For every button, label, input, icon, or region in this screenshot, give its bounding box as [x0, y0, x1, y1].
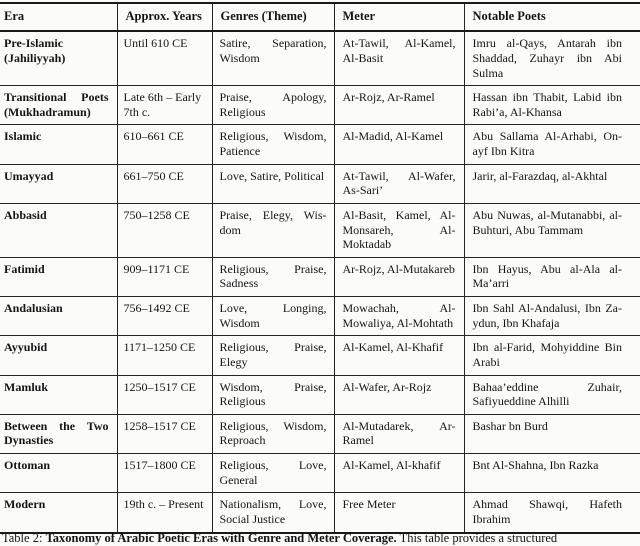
cell-era: Andalusian — [0, 297, 117, 336]
cell-years: 909–1171 CE — [117, 257, 212, 296]
cell-meter: Free Meter — [334, 493, 464, 533]
cell-era: Islamic — [0, 125, 117, 164]
table-row — [0, 31, 640, 85]
cell-years: 1250–1517 CE — [117, 375, 212, 414]
column-header-poets: Notable Poets — [464, 3, 640, 31]
table-row — [0, 297, 640, 336]
table-row — [0, 454, 640, 493]
cell-poets: Bnt Al-Shahna, Ibn Razka — [464, 454, 640, 493]
cell-era: Mamluk — [0, 375, 117, 414]
cell-era: Ayyubid — [0, 336, 117, 375]
table-row — [0, 125, 640, 164]
table-caption — [2, 531, 640, 546]
cell-era: Ottoman — [0, 454, 117, 493]
cell-meter: At-Tawil, Al-Kamel, Al-Basit — [334, 31, 464, 85]
cell-years: 19th c. – Present — [117, 493, 212, 533]
cell-meter: Al-Basit, Kamel, Al-Monsareh, Al-Moktadab — [334, 203, 464, 257]
cell-years: Until 610 CE — [117, 31, 212, 85]
cell-meter: Al-Wafer, Ar-Rojz — [334, 375, 464, 414]
cell-era: Umayyad — [0, 164, 117, 203]
cell-meter: Mowachah, Al-Mowaliya, Al-Mohtath — [334, 297, 464, 336]
cell-era: Pre-Islamic (Jahiliyyah) — [4, 36, 66, 65]
poetic-eras-table — [0, 2, 640, 534]
cell-years: 610–661 CE — [117, 125, 212, 164]
cell-poets: Jarir, al-Farazdaq, al-Akhtal — [464, 164, 640, 203]
cell-poets: Bashar bn Burd — [464, 414, 640, 453]
cell-era: Modern — [0, 493, 117, 533]
cell-years: 661–750 CE — [117, 164, 212, 203]
caption-text: This table provides a structured — [396, 531, 558, 545]
cell-poets: Ahmad Shawqi, Hafeth Ibrahim — [464, 493, 640, 533]
cell-meter: Al-Kamel, Al-khafif — [334, 454, 464, 493]
cell-era: Abbasid — [0, 203, 117, 257]
cell-years: 756–1492 CE — [117, 297, 212, 336]
cell-meter: Ar-Rojz, Ar-Ramel — [334, 86, 464, 125]
cell-genres: Religious, Praise, Elegy — [212, 336, 334, 375]
table-row — [0, 257, 640, 296]
cell-era: Between the Two Dynasties — [0, 414, 117, 453]
cell-genres: Religious, Praise, Sadness — [212, 257, 334, 296]
cell-meter: At-Tawil, Al-Wafer, As-Sari’ — [334, 164, 464, 203]
table-row — [0, 414, 640, 453]
cell-meter: Al-Kamel, Al-Khafif — [334, 336, 464, 375]
cell-meter: Ar-Rojz, Al-Mutakareb — [334, 257, 464, 296]
cell-meter: Al-Madid, Al-Kamel — [334, 125, 464, 164]
table-header-row — [0, 3, 640, 31]
cell-era: Transitional Poets (Mukhadramun) — [0, 86, 117, 125]
table-row — [0, 375, 640, 414]
cell-poets: Bahaa’eddine Zuhair, Safiyueddine Alhilli — [464, 375, 640, 414]
cell-poets: Hassan ibn Thabit, Labid ibn Rabi’a, Al-Khansa — [464, 86, 640, 125]
cell-poets: Ibn al-Farid, Mohyiddine Bin Arabi — [464, 336, 640, 375]
cell-poets: Imru al-Qays, Antarah ibn Shaddad, Zuhayr ibn Abi Sulma — [464, 31, 640, 85]
column-header-genres: Genres (Theme) — [212, 3, 334, 31]
cell-genres: Religious, Wisdom, Patience — [212, 125, 334, 164]
cell-years: 750–1258 CE — [117, 203, 212, 257]
table-row — [0, 164, 640, 203]
cell-genres: Love, Satire, Political — [212, 164, 334, 203]
table-row — [0, 336, 640, 375]
cell-era: Fatimid — [0, 257, 117, 296]
cell-poets: Ibn Hayus, Abu al-Ala al-Ma’arri — [464, 257, 640, 296]
cell-genres: Satire, Separation, Wisdom — [212, 31, 334, 85]
cell-poets: Abu Sallama Al-Arhabi, Onayf Ibn Kitra — [464, 125, 640, 164]
cell-poets: Abu Nuwas, al-Mutanabbi, al-Buhturi, Abu Tammam — [464, 203, 640, 257]
cell-genres: Religious, Love, General — [212, 454, 334, 493]
cell-meter: Al-Mutadarek, Ar-Ramel — [334, 414, 464, 453]
caption-title: Taxonomy of Arabic Poetic Eras with Genre and Meter Coverage. — [45, 531, 397, 545]
cell-poets: Ibn Sahl Al-Andalusi, Ibn Zaydun, Ibn Khafaja — [464, 297, 640, 336]
cell-years: Late 6th – Early 7th c. — [117, 86, 212, 125]
cell-genres: Love, Longing, Wisdom — [212, 297, 334, 336]
cell-years: 1517–1800 CE — [117, 454, 212, 493]
column-header-years: Approx. Years — [117, 3, 212, 31]
cell-genres: Wisdom, Praise, Religious — [212, 375, 334, 414]
table-row — [0, 493, 640, 533]
cell-genres: Nationalism, Love, Social Justice — [212, 493, 334, 533]
cell-years: 1258–1517 CE — [117, 414, 212, 453]
cell-genres: Religious, Wisdom, Reproach — [212, 414, 334, 453]
cell-genres: Praise, Elegy, Wisdom — [212, 203, 334, 257]
caption-prefix: Table 2: — [2, 531, 46, 545]
table-row — [0, 203, 640, 257]
column-header-era: Era — [0, 3, 117, 31]
cell-genres: Praise, Apology, Religious — [212, 86, 334, 125]
column-header-meter: Meter — [334, 3, 464, 31]
table-row — [0, 86, 640, 125]
cell-years: 1171–1250 CE — [117, 336, 212, 375]
